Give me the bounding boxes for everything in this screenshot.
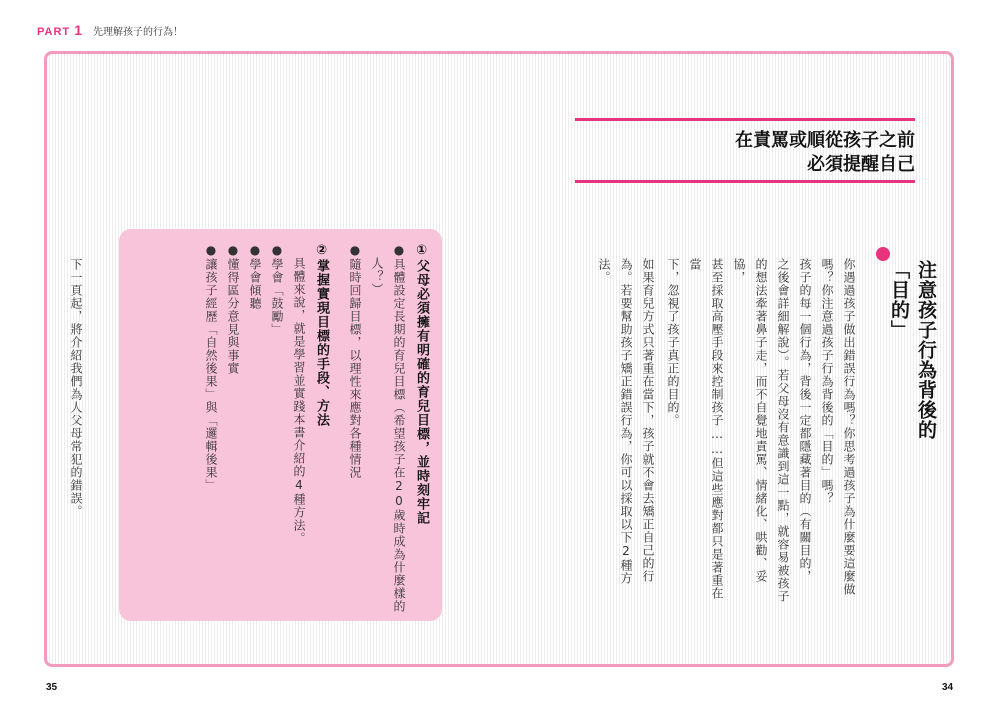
- tip-2-bullet: ●懂得區分意見與事實: [226, 243, 240, 375]
- closing-line: 下一頁起，將介紹我們為人父母常犯的錯誤。: [69, 258, 83, 518]
- tip-spacer: [332, 243, 344, 613]
- paragraph-1-line: 甚至採取高壓手段來控制孩子……但這些應對都只是著重在當: [688, 258, 724, 600]
- tip-2-bullet: ●學會「鼓勵」: [270, 243, 284, 336]
- section-title: [735, 129, 915, 177]
- heading-block: [886, 250, 937, 470]
- section-title-line1: 在責罵或順從孩子之前: [735, 130, 915, 151]
- paragraph-2: [593, 258, 659, 608]
- section-title-block: [575, 118, 915, 184]
- page-number-left: 35: [46, 682, 58, 693]
- tip-2-bullet: ●學會傾聽: [248, 243, 262, 310]
- paragraph-1-line: 之後會詳細解說）。若父母沒有意識到這一點，就容易被孩子: [776, 258, 790, 603]
- paragraph-2-line: 為。若要幫助孩子矯正錯誤行為，你可以採取以下2種方法。: [597, 258, 633, 585]
- title-rule-bottom: [575, 180, 915, 183]
- tip-1-title: ①父母必須擁有明確的育兒目標，並時刻牢記: [414, 243, 429, 525]
- title-rule-top: [575, 118, 915, 121]
- tip-1-bullet: 人？）: [370, 257, 384, 296]
- paragraph-1-line: 你遇過孩子做出錯誤行為嗎？你思考過孩子為什麼要這麼做: [842, 258, 856, 596]
- chapter-title: 先理解孩子的行為！: [93, 26, 183, 38]
- tips-box-content: [200, 243, 432, 613]
- tip-2-title: ②掌握實現目標的手段、方法: [314, 243, 329, 427]
- paragraph-1-line: 嗎？你注意過孩子行為背後的「目的」嗎？: [820, 258, 834, 505]
- running-header: [37, 22, 183, 38]
- tip-1-bullet: ●隨時回歸目標，以理性來應對各種情況: [348, 243, 362, 479]
- paragraph-1-line: 的想法牽著鼻子走，而不自覺地責罵、情緒化、哄勸、妥協，: [732, 258, 768, 583]
- part-number: 1: [74, 22, 83, 38]
- paragraph-1: [662, 258, 860, 608]
- paragraph-1-line: 下，忽視了孩子真正的目的。: [666, 258, 680, 427]
- paragraph-1-line: 孩子的每一個行為，背後一定都隱藏著目的（有關目的，: [798, 258, 812, 583]
- paragraph-2-line: 如果育兒方式只著重在當下，孩子就不會去矯正自己的行: [641, 258, 655, 583]
- section-heading: 注意孩子行為背後的「目的」: [888, 260, 937, 440]
- part-label-text: PART: [37, 26, 71, 38]
- section-title-line2: 必須提醒自己: [807, 154, 915, 175]
- tip-2-text: 具體來說，就是學習並實踐本書介紹的4種方法。: [292, 257, 306, 545]
- page-number-right: 34: [942, 682, 954, 693]
- bullet-dot-icon: [876, 247, 890, 261]
- tip-2-bullet: ●讓孩子經歷「自然後果」與「邏輯後果」: [204, 243, 218, 492]
- tip-1-bullet: ●具體設定長期的育兒目標（希望孩子在20歲時成為什麼樣的: [392, 243, 406, 613]
- tips-box: [119, 229, 442, 621]
- part-label: [37, 22, 83, 38]
